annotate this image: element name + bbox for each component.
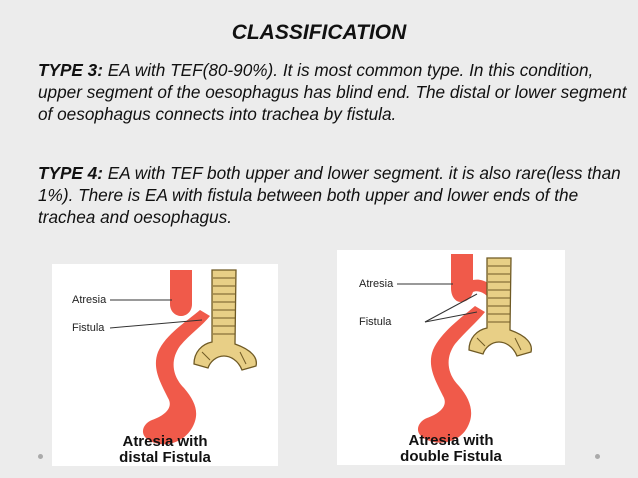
caption-line-1: Atresia with — [122, 433, 208, 450]
slide-dot-left — [38, 454, 43, 459]
upper-blind-pouch — [170, 270, 192, 316]
trachea-illustration — [469, 258, 531, 356]
type4-paragraph — [38, 162, 628, 228]
slide-title: CLASSIFICATION — [231, 21, 407, 44]
type3-paragraph — [38, 59, 628, 125]
fistula-label: Fistula — [72, 322, 105, 334]
figure-double-fistula — [337, 250, 565, 465]
atresia-label: Atresia — [359, 278, 394, 290]
lower-oesophagus-stomach — [143, 310, 210, 444]
atresia-label: Atresia — [72, 294, 107, 306]
caption-line-1: Atresia with — [408, 432, 494, 449]
lower-oesophagus-stomach — [418, 306, 485, 443]
type3-label: TYPE 3: — [38, 60, 103, 80]
figure-distal-fistula — [52, 264, 278, 466]
slide-dot-right — [595, 454, 600, 459]
caption-line-2: distal Fistula — [119, 449, 211, 466]
type3-text: EA with TEF(80-90%). It is most common type. In this condition, upper segment of the oesophagus has blind end. The distal or lower segment of oesophagus connects into trachea by fistula. — [38, 60, 627, 124]
caption-line-2: double Fistula — [400, 448, 502, 465]
fistula-label: Fistula — [359, 316, 392, 328]
type4-text: EA with TEF both upper and lower segment. it is also rare(less than 1%). There is EA with fistula between both upper and lower ends of the trachea and oesophagus. — [38, 163, 621, 227]
type4-label: TYPE 4: — [38, 163, 103, 183]
